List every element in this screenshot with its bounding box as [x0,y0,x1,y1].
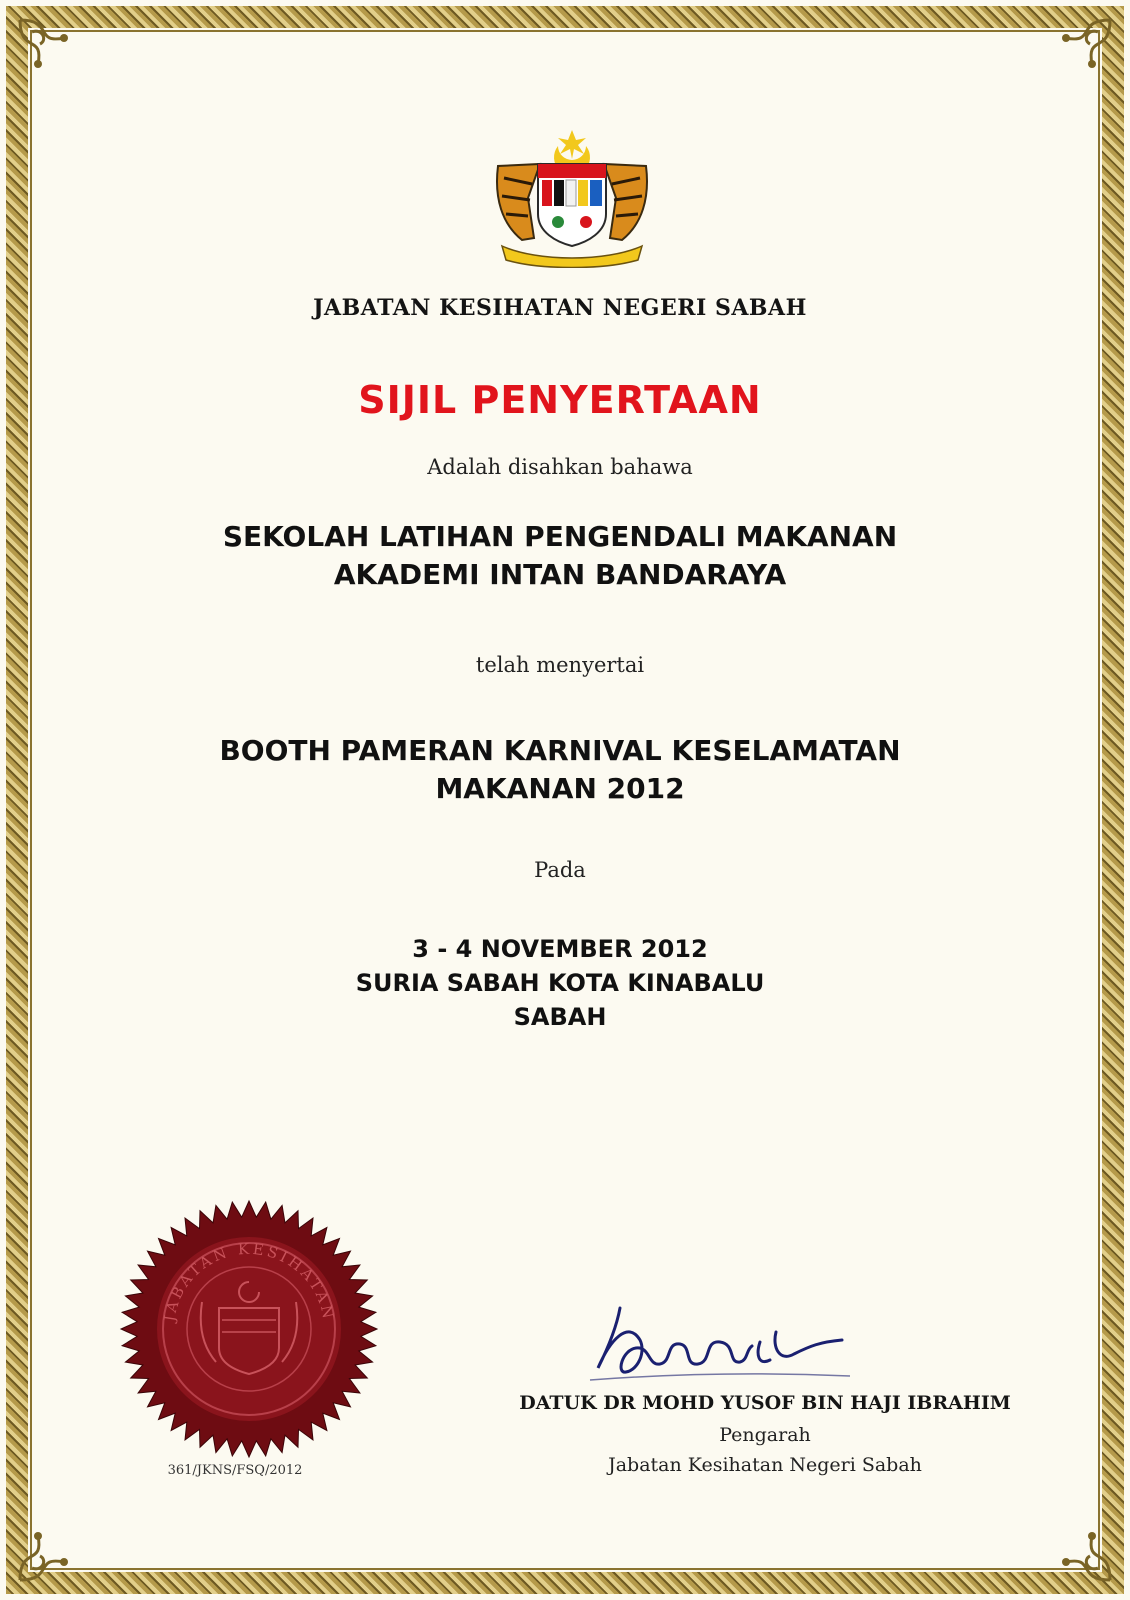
seal-text: JABATAN KESIHATAN [160,1239,338,1323]
event-line: BOOTH PAMERAN KARNIVAL KESELAMATAN [219,734,901,767]
department-heading: JABATAN KESIHATAN NEGERI SABAH [313,295,807,321]
signatory-name: DATUK DR MOHD YUSOF BIN HAJI IBRAHIM [519,1392,1011,1414]
participated-text: telah menyertai [475,653,645,677]
recipient-name [60,518,1060,594]
recipient-line: SEKOLAH LATIHAN PENGENDALI MAKANAN [222,520,898,553]
event-details [60,932,1060,1034]
recipient-line: AKADEMI INTAN BANDARAYA [333,558,787,591]
official-seal-icon [118,1198,380,1460]
signature-icon [580,1280,860,1400]
signatory-department: Jabatan Kesihatan Negeri Sabah [608,1454,922,1476]
event-venue: SURIA SABAH KOTA KINABALU [355,969,765,997]
event-name [60,732,1060,808]
corner-ornament-icon [14,1516,84,1586]
coat-of-arms-icon [488,128,656,268]
corner-ornament-icon [14,14,84,84]
reference-number: 361/JKNS/FSQ/2012 [167,1463,303,1478]
corner-ornament-icon [1046,14,1116,84]
on-text: Pada [534,858,586,882]
event-date: 3 - 4 NOVEMBER 2012 [412,935,708,963]
event-state: SABAH [513,1003,607,1031]
signatory-position: Pengarah [719,1424,811,1446]
certify-text: Adalah disahkan bahawa [427,455,693,479]
event-line: MAKANAN 2012 [435,772,685,805]
corner-ornament-icon [1046,1516,1116,1586]
certificate-title: SIJIL PENYERTAAN [358,378,762,422]
